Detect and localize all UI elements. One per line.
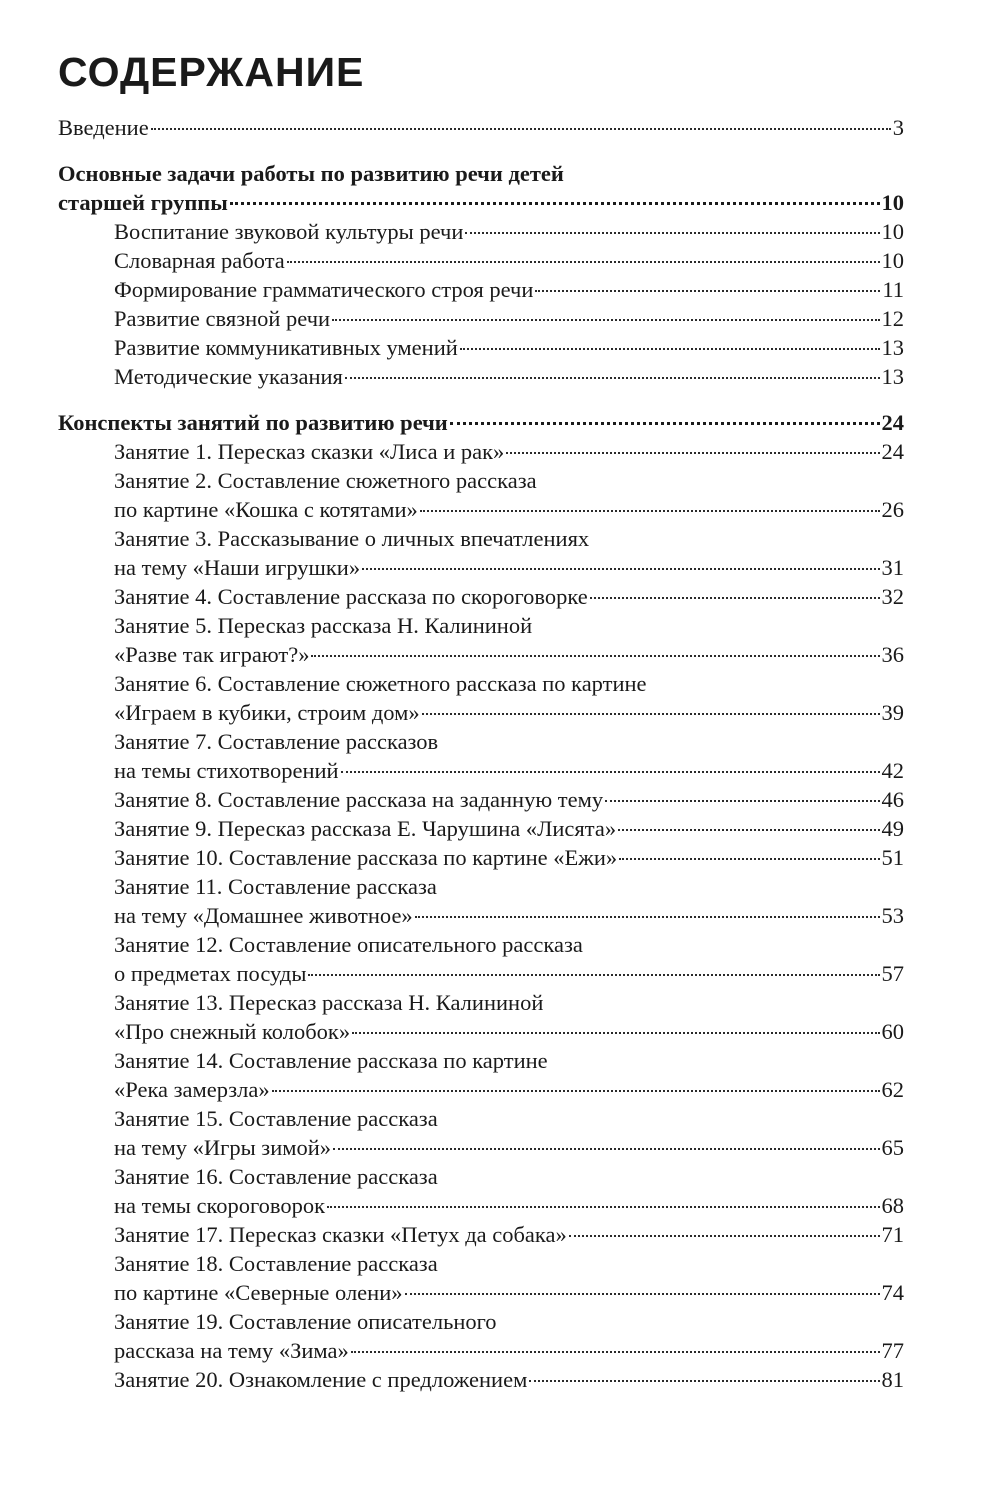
dot-leader	[618, 829, 879, 831]
toc-entry-label: Введение	[58, 115, 149, 140]
toc-entry-label: «Река замерзла»	[114, 1077, 270, 1102]
toc-page-number: 32	[881, 584, 904, 609]
dot-leader	[529, 1380, 879, 1382]
toc-page-number: 31	[881, 555, 904, 580]
toc-page-number: 10	[881, 248, 904, 273]
toc-entry[interactable]	[58, 814, 904, 843]
dot-leader	[405, 1293, 880, 1295]
toc-page-number: 65	[881, 1135, 904, 1160]
toc-entry-label-line1: Занятие 18. Составление рассказа	[114, 1251, 438, 1276]
toc-entry[interactable]	[58, 466, 904, 524]
toc-entry-label: на тему «Наши игрушки»	[114, 555, 361, 580]
toc-page-number: 26	[881, 497, 904, 522]
toc-entry-label-line1: Занятие 5. Пересказ рассказа Н. Калининой	[114, 613, 533, 638]
toc-entry-label: Методические указания	[114, 364, 343, 389]
toc-entry[interactable]	[58, 524, 904, 582]
toc-entry-label: Занятие 9. Пересказ рассказа Е. Чарушина «Лисята»	[114, 816, 617, 841]
toc-entry-label-line1: Занятие 11. Составление рассказа	[114, 874, 437, 899]
dot-leader	[308, 974, 879, 976]
dot-leader	[450, 422, 880, 425]
toc-page-number: 62	[881, 1077, 904, 1102]
toc-entry[interactable]	[58, 611, 904, 669]
toc-page-number: 51	[881, 845, 904, 870]
toc-page-number: 13	[881, 364, 904, 389]
dot-leader	[362, 568, 879, 570]
toc-entry[interactable]	[58, 437, 904, 466]
toc-entry[interactable]	[58, 217, 904, 246]
toc-entry-label: Конспекты занятий по развитию речи	[58, 410, 448, 435]
toc-section-lesson-notes[interactable]	[58, 408, 904, 437]
toc-entry-label: Развитие связной речи	[114, 306, 331, 331]
toc-page-number: 10	[881, 190, 904, 215]
dot-leader	[605, 800, 879, 802]
toc-entry-label-line1: Основные задачи работы по развитию речи детей	[58, 161, 564, 186]
toc-page-number: 12	[881, 306, 904, 331]
toc-page-number: 10	[881, 219, 904, 244]
toc-page-number: 81	[881, 1367, 904, 1392]
dot-leader	[327, 1206, 879, 1208]
toc-entry-label: Словарная работа	[114, 248, 285, 273]
toc-entry-label: старшей группы	[58, 190, 228, 215]
toc-page-number: 11	[882, 277, 904, 302]
toc-entry-label: на темы скороговорок	[114, 1193, 326, 1218]
toc-entry-label: Занятие 20. Ознакомление с предложением	[114, 1367, 528, 1392]
toc-entry-label-line1: Занятие 12. Составление описательного рассказа	[114, 932, 583, 957]
toc-entry[interactable]	[58, 304, 904, 333]
toc-page-number: 68	[881, 1193, 904, 1218]
toc-entry[interactable]	[58, 872, 904, 930]
toc-entry-label-line1: Занятие 14. Составление рассказа по картине	[114, 1048, 548, 1073]
toc-entry[interactable]	[58, 582, 904, 611]
toc-entry-label: Занятие 17. Пересказ сказки «Петух да собака»	[114, 1222, 567, 1247]
toc-entry-label: «Про снежный колобок»	[114, 1019, 351, 1044]
toc-entry-label: Занятие 1. Пересказ сказки «Лиса и рак»	[114, 439, 505, 464]
dot-leader	[415, 916, 880, 918]
toc-entry-label: Развитие коммуникативных умений	[114, 335, 458, 360]
toc-section-main-tasks[interactable]	[58, 159, 904, 217]
dot-leader	[230, 202, 880, 205]
dot-leader	[352, 1032, 879, 1034]
toc-entry[interactable]	[58, 1249, 904, 1307]
dot-leader	[333, 1148, 879, 1150]
toc-page-number: 57	[881, 961, 904, 986]
dot-leader	[287, 261, 880, 263]
toc-entry-label-line1: Занятие 19. Составление описательного	[114, 1309, 497, 1334]
dot-leader	[272, 1090, 880, 1092]
dot-leader	[332, 319, 879, 321]
dot-leader	[506, 452, 879, 454]
dot-leader	[460, 348, 880, 350]
dot-leader	[590, 597, 880, 599]
toc-page-number: 74	[881, 1280, 904, 1305]
dot-leader	[535, 290, 880, 292]
toc-page-number: 60	[881, 1019, 904, 1044]
toc-entry[interactable]	[58, 1104, 904, 1162]
toc-entry-label-line1: Занятие 16. Составление рассказа	[114, 1164, 438, 1189]
dot-leader	[345, 377, 880, 379]
toc-entry[interactable]	[58, 727, 904, 785]
dot-leader	[619, 858, 879, 860]
toc-entry-label: рассказа на тему «Зима»	[114, 1338, 349, 1363]
toc-page-number: 24	[881, 410, 904, 435]
toc-entry[interactable]	[58, 1307, 904, 1365]
toc-entry[interactable]	[58, 333, 904, 362]
toc-entry-label: Воспитание звуковой культуры речи	[114, 219, 464, 244]
toc-entry[interactable]	[58, 246, 904, 275]
toc-entry[interactable]	[58, 988, 904, 1046]
toc-entry-label: на тему «Игры зимой»	[114, 1135, 332, 1160]
dot-leader	[569, 1235, 880, 1237]
toc-entry-label-line1: Занятие 3. Рассказывание о личных впечатлениях	[114, 526, 590, 551]
toc-entry[interactable]	[58, 1365, 904, 1394]
toc-entry[interactable]	[58, 843, 904, 872]
dot-leader	[420, 510, 880, 512]
dot-leader	[351, 1351, 880, 1353]
toc-entry[interactable]	[58, 362, 904, 391]
toc-entry-label: «Играем в кубики, строим дом»	[114, 700, 420, 725]
dot-leader	[465, 232, 879, 234]
dot-leader	[341, 771, 880, 773]
toc-page-number: 53	[881, 903, 904, 928]
toc-page-number: 36	[881, 642, 904, 667]
toc-entry[interactable]	[58, 669, 904, 727]
toc-entry-label-line1: Занятие 13. Пересказ рассказа Н. Калининой	[114, 990, 544, 1015]
toc-page-number: 46	[881, 787, 904, 812]
toc-entry-label-line1: Занятие 15. Составление рассказа	[114, 1106, 438, 1131]
toc-entry[interactable]	[58, 275, 904, 304]
toc-page-number: 77	[881, 1338, 904, 1363]
toc-entry-label: Занятие 4. Составление рассказа по скороговорке	[114, 584, 588, 609]
toc-entry-label: по картине «Кошка с котятами»	[114, 497, 418, 522]
toc-entry[interactable]	[58, 1220, 904, 1249]
toc-entry-label-line1: Занятие 6. Составление сюжетного рассказа по картине	[114, 671, 647, 696]
page-title: СОДЕРЖАНИЕ	[58, 49, 365, 95]
toc-page-number: 13	[881, 335, 904, 360]
toc-page-number: 42	[881, 758, 904, 783]
toc-entry-label: по картине «Северные олени»	[114, 1280, 403, 1305]
toc-entry-label-line1: Занятие 7. Составление рассказов	[114, 729, 439, 754]
toc-page-number: 71	[881, 1222, 904, 1247]
dot-leader	[422, 713, 880, 715]
toc-entry-label: Формирование грамматического строя речи	[114, 277, 534, 302]
dot-leader	[151, 128, 891, 130]
toc-page-number: 24	[881, 439, 904, 464]
toc-entry[interactable]	[58, 1046, 904, 1104]
toc-entry-label-line1: Занятие 2. Составление сюжетного рассказа	[114, 468, 537, 493]
toc-entry-label: на темы стихотворений	[114, 758, 339, 783]
dot-leader	[311, 655, 879, 657]
toc-page-number: 3	[892, 115, 904, 140]
toc-page-number: 49	[881, 816, 904, 841]
toc-entry[interactable]	[58, 1162, 904, 1220]
toc-entry-label: Занятие 10. Составление рассказа по картине «Ежи»	[114, 845, 618, 870]
table-of-contents	[58, 113, 904, 1394]
toc-entry[interactable]	[58, 785, 904, 814]
toc-entry-label: о предметах посуды	[114, 961, 307, 986]
toc-entry-label: на тему «Домашнее животное»	[114, 903, 413, 928]
toc-entry-introduction[interactable]	[58, 113, 904, 142]
toc-entry[interactable]	[58, 930, 904, 988]
toc-page-number: 39	[881, 700, 904, 725]
toc-entry-label: Занятие 8. Составление рассказа на заданную тему	[114, 787, 604, 812]
toc-entry-label: «Разве так играют?»	[114, 642, 310, 667]
